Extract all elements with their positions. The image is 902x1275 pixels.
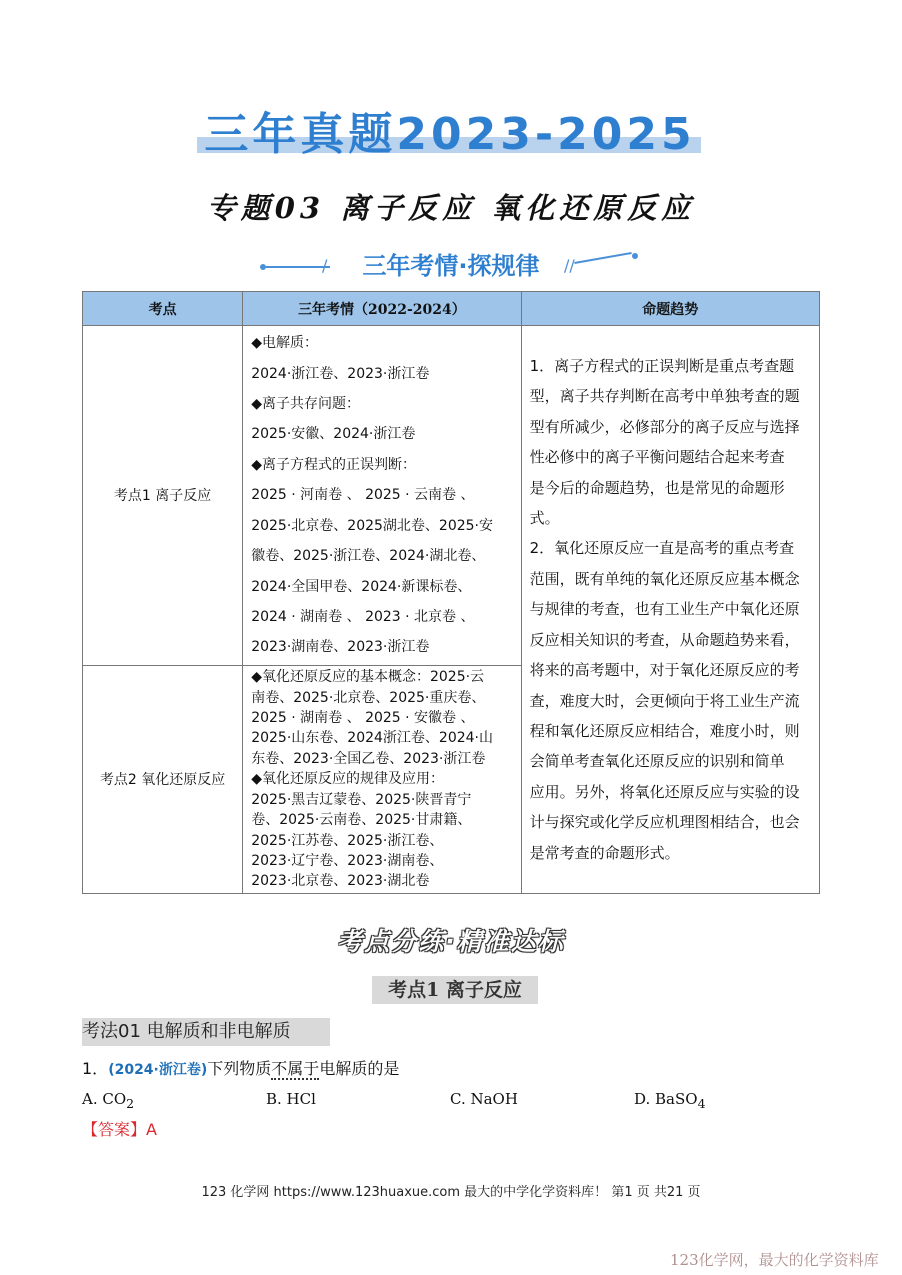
list-item: 徽卷、2025·浙江卷、2024·湖北卷、: [251, 548, 486, 565]
question-text-before: 下列物质: [207, 1059, 272, 1078]
list-item: ◆离子共存问题：: [251, 396, 360, 413]
watermark: 123化学网，最大的化学资料库: [670, 1251, 879, 1269]
list-item: 2025·北京卷、2025湖北卷、2025·安: [251, 517, 493, 534]
kaodian-heading: 考点1 离子反应: [372, 976, 538, 1004]
list-item: ◆离子方程式的正误判断：: [251, 456, 416, 473]
option-a: A. $CO_2$: [82, 1090, 135, 1111]
header-years: 三年考情（2022-2024）: [243, 292, 521, 326]
list-item: 2025 · 河南卷 、 2025 · 云南卷 、: [251, 487, 475, 504]
option-d: D. BaSO$_4$: [634, 1090, 706, 1111]
list-item: 型，离子共存判断在高考中单独考查的题: [529, 387, 800, 406]
list-item: 东卷、2023·全国乙卷、2023·浙江卷: [251, 750, 486, 767]
table-header-row: [83, 292, 820, 326]
exam-overview-table: [82, 291, 820, 894]
section-header: 三年考情·探规律: [362, 252, 540, 280]
list-item: 2023·湖南卷、2023·浙江卷: [251, 639, 430, 656]
list-item: 型有所减少，必修部分的离子反应与选择: [529, 417, 800, 436]
kaofa-heading: 考法01 电解质和非电解质: [82, 1018, 330, 1046]
list-item: 与规律的考查，也有工业生产中氧化还原: [529, 600, 800, 619]
list-item: 2024 · 湖南卷 、 2023 · 北京卷 、: [251, 608, 475, 625]
option-c: C. NaOH: [450, 1090, 518, 1108]
header-point: 考点: [83, 292, 243, 326]
question-source: (2024·浙江卷): [108, 1062, 208, 1078]
left-decor-line: [266, 266, 330, 268]
list-item: 2025·山东卷、2024浙江卷、2024·山: [251, 730, 493, 747]
list-item: 应用。另外，将氧化还原反应与实验的设: [529, 782, 800, 801]
right-decor-line: [574, 252, 631, 264]
list-item: 2．氧化还原反应一直是高考的重点考查: [529, 539, 795, 558]
list-item: 2025·黑吉辽蒙卷、2025·陕晋青宁: [251, 791, 472, 808]
row2-years: [243, 666, 521, 894]
right-slash-icon: //: [564, 256, 575, 275]
list-item: 反应相关知识的考查，从命题趋势来看，: [529, 630, 800, 649]
row1-point: 考点1 离子反应: [83, 326, 243, 666]
list-item: 卷、2025·云南卷、2025·甘肃籍、: [251, 812, 472, 829]
list-item: 会简单考查氧化还原反应的识别和简单: [529, 752, 785, 771]
list-item: 查，难度大时，会更倾向于将工业生产流: [529, 691, 800, 710]
list-item: 范围，既有单纯的氧化还原反应基本概念: [529, 569, 800, 588]
list-item: ◆氧化还原反应的规律及应用：: [251, 771, 444, 788]
list-item: 2025·安徽、2024·浙江卷: [251, 426, 416, 443]
question-number: 1．: [82, 1059, 109, 1078]
header-trend: 命题趋势: [521, 292, 819, 326]
trend-cell: [521, 326, 819, 894]
question-emphasis: 不属于: [271, 1059, 320, 1078]
list-item: ◆氧化还原反应的基本概念：2025·云: [251, 669, 485, 686]
list-item: 2023·辽宁卷、2023·湖南卷、: [251, 852, 444, 869]
topic-title: 专题03 离子反应 氧化还原反应: [206, 191, 696, 225]
list-item: 1．离子方程式的正误判断是重点考查题: [529, 357, 795, 376]
practice-section-header: 考点分练·精准达标: [337, 927, 565, 956]
list-item: 式。: [529, 509, 560, 528]
list-item: 是今后的命题趋势，也是常见的命题形: [529, 478, 785, 497]
list-item: 南卷、2025·北京卷、2025·重庆卷、: [251, 689, 486, 706]
list-item: 2024·全国甲卷、2024·新课标卷、: [251, 578, 472, 595]
list-item: 2024·浙江卷、2023·浙江卷: [251, 365, 430, 382]
question-1: [82, 1057, 399, 1082]
banner-title: 三年真题2023-2025: [204, 109, 696, 160]
left-slash-icon: /: [322, 256, 328, 275]
list-item: 将来的高考题中，对于氧化还原反应的考: [529, 661, 800, 680]
list-item: 2025·江苏卷、2025·浙江卷、: [251, 832, 444, 849]
list-item: 性必修中的离子平衡问题结合起来考查: [529, 448, 785, 467]
list-item: 2025 · 湖南卷 、 2025 · 安徽卷 、: [251, 710, 475, 727]
row1-years: [243, 326, 521, 666]
right-line-dot: [632, 253, 638, 259]
list-item: 计与探究或化学反应机理图相结合，也会: [529, 813, 800, 832]
option-b: B. HCl: [266, 1090, 316, 1108]
table-row: [83, 326, 820, 666]
list-item: 2023·北京卷、2023·湖北卷: [251, 873, 430, 890]
list-item: 是常考查的命题形式。: [529, 843, 680, 862]
row2-point: 考点2 氧化还原反应: [83, 666, 243, 894]
answer: 【答案】A: [82, 1120, 157, 1139]
question-text-after: 电解质的是: [319, 1059, 400, 1078]
list-item: ◆电解质：: [251, 335, 318, 352]
page-footer: 123 化学网 https://www.123huaxue.com 最大的中学化学资料库！ 第1 页 共21 页: [201, 1185, 701, 1200]
list-item: 程和氧化还原反应相结合，难度小时，则: [529, 721, 800, 740]
